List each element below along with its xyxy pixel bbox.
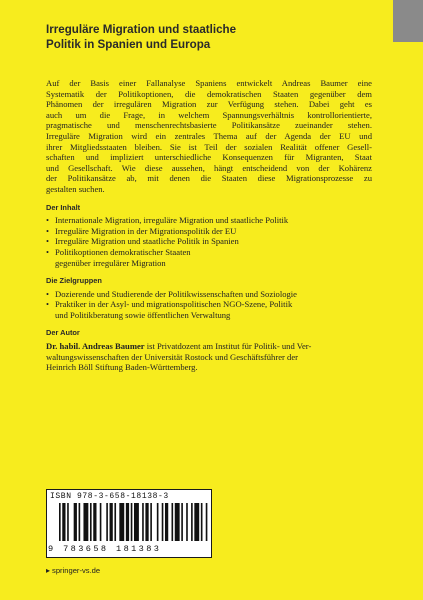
barcode-bar [131,503,133,541]
author-bio [46,341,372,373]
intro-line: ihrer Mitgliedsstaaten bleiben. Sie ist Teil der sozialen Realität offener Gesell- [46,141,372,152]
list-item: • Politikoptionen demokratischer Staaten gegenüber irregulärer Migration [46,247,372,268]
barcode-bar [191,503,193,541]
barcode-bar [74,503,77,541]
intro-line: Systematik der Politikoptionen, die demokratischen Staaten gegenüber dem [46,88,372,99]
barcode-bar [206,503,208,541]
barcode-bar [67,503,69,541]
intro-line: schaften und impliziert unterschiedliche Konsequenzen für Migranten, Staat [46,152,372,163]
intro-line: auch um die Frage, in welchem Spannungsverhältnis kontrollorientierte, [46,109,372,120]
intro-line: gestalten suchen. [46,183,105,194]
intro-paragraph [46,78,372,195]
intro-line: der Politikansätze ab, mit denen die Staaten diese Migrationsprozesse zu [46,173,372,184]
list-item: • Irreguläre Migration in der Migrationspolitik der EU [46,226,372,237]
author-bio-line-1: ist Privatdozent am Institut für Politik- und Ver- [144,341,312,352]
barcode-bar [100,503,102,541]
intro-line: und Gesellschaft. Wie diese aussehen, hängt entscheidend von der Kohärenz [46,162,372,173]
barcode-bar [59,503,61,541]
list-item: • Internationale Migration, irreguläre Migration und staatliche Politik [46,215,372,226]
intro-line: Irreguläre Migration wird ein zentrales Thema auf der Agenda der EU und [46,130,372,141]
barcode-bar [142,503,144,541]
intro-line: pragmatische und menschenrechtsbasierte Politikansätze zueinander stehen. [46,120,372,131]
barcode-bar [119,503,124,541]
book-title [46,22,376,52]
barcode-bar [175,503,180,541]
inhalt-heading: Der Inhalt [46,202,81,212]
barcode-box [46,489,212,558]
barcode-bar [79,503,81,541]
author-name: Dr. habil. Andreas Baumer [46,341,145,352]
barcode-bar [194,503,199,541]
website-label: springer-vs.de [52,566,101,575]
barcode-bar [93,503,96,541]
barcode-bar [165,503,168,541]
barcode-bar [110,503,113,541]
barcode-bar [62,503,65,541]
barcode-number: 9 783658 181383 [48,544,162,554]
inhalt-list [46,215,372,268]
barcode-bar [201,503,203,541]
zielgruppen-list [46,289,372,321]
author-bio-line-2: waltungswissenschaften der Universität Rostock und Geschäftsführer der [46,351,299,362]
cover-text [46,78,372,373]
title-line-2: Politik in Spanien und Europa [46,38,211,51]
intro-line: Phänomen der irregulären Migration zur Verfügung stehen. Dabei geht es [46,99,372,110]
barcode-bar [186,503,188,541]
barcode-bar [90,503,92,541]
barcode-bar [145,503,148,541]
barcode-bar [150,503,152,541]
barcode-bar [114,503,116,541]
author-bio-line-3: Heinrich Böll Stiftung Baden-Württemberg. [46,362,198,373]
list-item: • Praktiker in der Asyl- und migrationspolitischen NGO-Szene, Politik und Politikberatung sowie öffentlichen Verwaltung [46,299,372,320]
arrow-icon: ▸ [46,566,51,575]
gray-corner-bar [393,0,423,42]
autor-heading: Der Autor [46,328,80,338]
barcode-bar [172,503,174,541]
title-line-1: Irreguläre Migration und staatliche [46,23,237,36]
zielgruppen-heading: Die Zielgruppen [46,276,102,286]
barcode-bar [157,503,159,541]
barcode-bar [126,503,129,541]
barcode-bar [162,503,164,541]
barcode-bar [134,503,139,541]
barcode-bar [106,503,108,541]
isbn-label: ISBN 978-3-658-18138-3 [50,492,169,501]
barcode-bar [83,503,88,541]
barcode-bar [181,503,183,541]
list-item: • Irreguläre Migration und staatliche Politik in Spanien [46,236,372,247]
website[interactable] [46,566,100,575]
list-item: • Dozierende und Studierende der Politikwissenschaften und Soziologie [46,289,372,300]
intro-line: Auf der Basis einer Fallanalyse Spaniens entwickelt Andreas Baumer eine [46,78,372,88]
barcode-icon [59,503,209,541]
